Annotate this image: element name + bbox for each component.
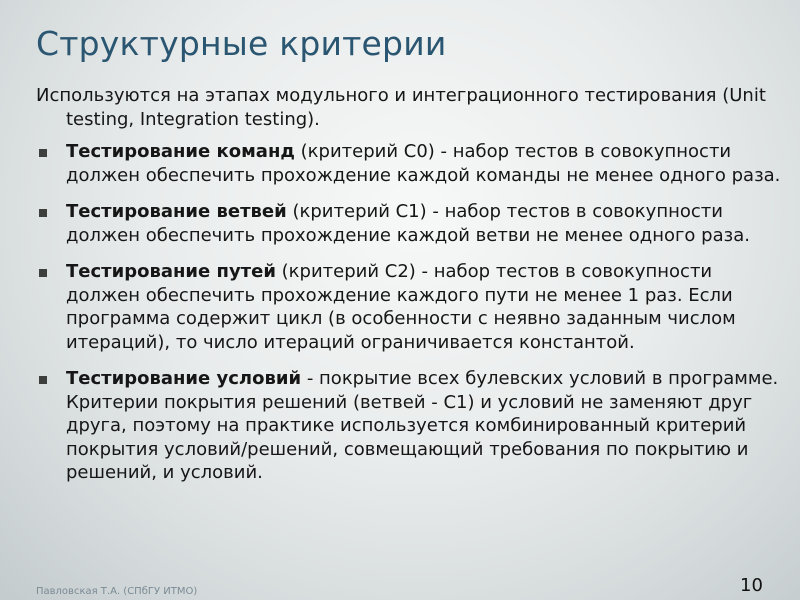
bullet-item — [36, 200, 788, 247]
square-bullet-icon — [39, 149, 47, 157]
bullet-text: (критерий C1) - набор тестов в совокупности должен обеспечить прохождение каждой ветви не менее одного раза. — [66, 201, 750, 246]
bullet-item — [36, 140, 788, 187]
bullet-item — [36, 260, 788, 354]
bullet-term: Тестирование ветвей — [66, 201, 287, 222]
square-bullet-icon — [39, 209, 47, 217]
bullet-term: Тестирование путей — [66, 261, 276, 282]
footer-author: Павловская Т.А. (СПбГУ ИТМО) — [36, 586, 198, 597]
slide-content — [36, 84, 788, 498]
bullet-text: - покрытие всех булевских условий в программе. Критерии покрытия решений (ветвей - C1) и условий не заменяют друг друга, поэтому на практике используется комбинированный критерий покрытия условий/решений, совмещающий требования по покрытию и решений, и условий. — [66, 368, 779, 483]
bullet-term: Тестирование условий — [66, 368, 302, 389]
intro-paragraph: Используются на этапах модульного и интеграционного тестирования (Unit testing, Integration testing). — [36, 85, 766, 130]
slide-title: Структурные критерии — [36, 24, 447, 63]
bullet-text: (критерий C2) - набор тестов в совокупности должен обеспечить прохождение каждого пути не менее 1 раз. Если программа содержит цикл (в особенности с неявно заданным числом итераций), то число итераций ограничивается константой. — [66, 261, 736, 353]
square-bullet-icon — [39, 269, 47, 277]
square-bullet-icon — [39, 376, 47, 384]
bullet-text: (критерий C0) - набор тестов в совокупности должен обеспечить прохождение каждой команды не менее одного раза. — [66, 141, 781, 186]
bullet-term: Тестирование команд — [66, 141, 295, 162]
page-number: 10 — [740, 575, 763, 596]
bullet-item — [36, 367, 788, 485]
